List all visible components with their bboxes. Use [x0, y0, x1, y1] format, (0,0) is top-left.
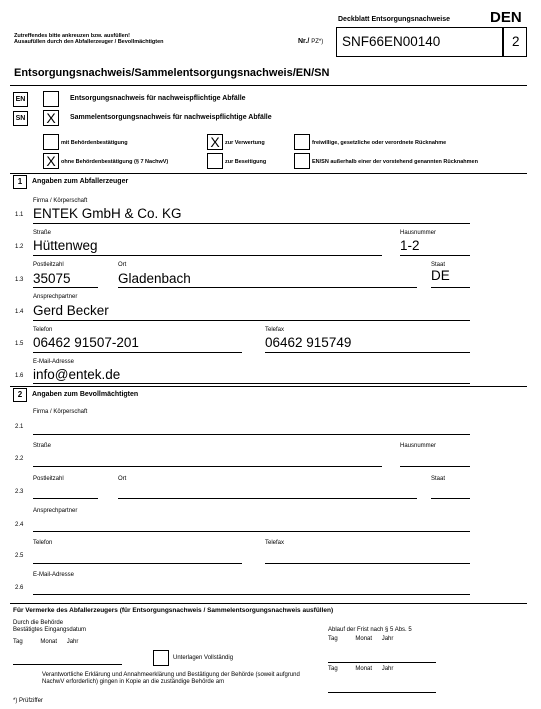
option-label-ruecknahme: freiwillige, gesetzliche oder verordnete Rücknahme [312, 140, 447, 146]
house-number-value[interactable]: 1-2 [400, 238, 420, 253]
options-divider [10, 173, 527, 174]
row-number: 1.6 [15, 373, 24, 379]
documents-complete-checkbox[interactable] [153, 650, 169, 666]
authority-block [13, 620, 86, 634]
deadline-date-field[interactable] [328, 662, 436, 663]
en-label: Entsorgungsnachweis für nachweispflichtige Abfälle [70, 95, 246, 102]
deadline-label: Ablauf der Frist nach § 5 Abs. 5 [328, 627, 412, 633]
country-underline [431, 287, 470, 288]
city-label: Ort [118, 262, 127, 268]
s2-phone-field[interactable] [33, 563, 242, 564]
confirmed-date-text: Bestätigtes Eingangsdatum [13, 627, 87, 634]
s2-contact-label: Ansprechpartner [33, 508, 78, 514]
row-number: 2.1 [15, 424, 24, 430]
fax-value[interactable]: 06462 915749 [265, 335, 352, 350]
instruction-line-1: Zutreffendes bitte ankreuzen bzw. ausfüllen! [14, 33, 130, 39]
row-number: 2.5 [15, 553, 24, 559]
firm-value[interactable]: ENTEK GmbH & Co. KG [33, 206, 182, 221]
fax-label: Telefax [265, 327, 285, 333]
row-number: 2.4 [15, 522, 24, 528]
option-label-behoerde-mit: mit Behördenbestätigung [61, 140, 128, 146]
option-checkbox-ruecknahme[interactable] [294, 134, 310, 150]
house-number-underline [400, 255, 470, 256]
instruction-text [14, 33, 164, 46]
option-label-behoerde-ohne: ohne Behördenbestätigung (§ 7 NachwV) [61, 159, 169, 165]
date-labels-deadline [328, 636, 393, 643]
check-digit-box[interactable] [503, 27, 527, 57]
documents-complete-label: Unterlagen Vollständig [173, 655, 234, 661]
s2-firm-field[interactable] [33, 434, 470, 435]
country-value[interactable]: DE [431, 268, 450, 283]
number-box[interactable] [336, 27, 503, 57]
city-value[interactable]: Gladenbach [118, 271, 191, 286]
street-label: Straße [33, 230, 52, 236]
cover-label: Deckblatt Entsorgungsnachweise [338, 16, 451, 23]
contact-label: Ansprechpartner [33, 294, 78, 300]
en-code-box: EN [13, 92, 28, 107]
option-checkbox-beseitigung[interactable] [207, 153, 223, 169]
page-title: Entsorgungsnachweis/Sammelentsorgungsnachweis/EN/SN [14, 67, 330, 79]
pz-text: PZ*) [311, 39, 324, 45]
firm-underline [33, 223, 470, 224]
street-value[interactable]: Hüttenweg [33, 238, 98, 253]
row-number: 2.6 [15, 585, 24, 591]
year-label: Jahr [381, 636, 394, 642]
s2-city-field[interactable] [118, 498, 417, 499]
section-1-divider [10, 386, 527, 387]
option-checkbox-behoerde-ohne[interactable]: X [43, 153, 59, 169]
day-label: Tag [328, 666, 338, 672]
s2-zip-field[interactable] [33, 498, 98, 499]
s2-email-label: E-Mail-Adresse [33, 572, 75, 578]
option-checkbox-verwertung[interactable]: X [207, 134, 223, 150]
row-number: 1.3 [15, 277, 24, 283]
s2-email-field[interactable] [33, 594, 470, 595]
s2-fax-label: Telefax [265, 540, 285, 546]
s2-country-label: Staat [431, 476, 446, 482]
zip-underline [33, 287, 98, 288]
email-value[interactable]: info@entek.de [33, 367, 121, 382]
phone-value[interactable]: 06462 91507-201 [33, 335, 139, 350]
s2-house-field[interactable] [400, 466, 470, 467]
copy-date-field[interactable] [328, 692, 436, 693]
contact-underline [33, 320, 470, 321]
email-label: E-Mail-Adresse [33, 359, 75, 365]
country-label: Staat [431, 262, 446, 268]
option-label-beseitigung: zur Beseitigung [225, 159, 267, 165]
row-number: 2.2 [15, 456, 24, 462]
house-number-label: Hausnummer [400, 230, 437, 236]
nr-label [298, 38, 323, 45]
phone-underline [33, 352, 242, 353]
row-number: 1.2 [15, 244, 24, 250]
check-digit: 2 [512, 34, 520, 49]
option-checkbox-ausserhalb[interactable] [294, 153, 310, 169]
nr-text: Nr./ [298, 38, 310, 45]
option-label-ausserhalb: EN/SN außerhalb einer der vorstehend genannten Rücknahmen [312, 159, 478, 165]
by-authority-text: Durch die Behörde [13, 620, 64, 626]
street-underline [33, 255, 382, 256]
row-number: 1.1 [15, 212, 24, 218]
section-1-number: 1 [13, 175, 27, 189]
sn-label: Sammelentsorgungsnachweis für nachweispflichtige Abfälle [70, 114, 272, 121]
firm-label: Firma / Körperschaft [33, 198, 88, 204]
month-label: Monat [40, 639, 58, 645]
s2-city-label: Ort [118, 476, 127, 482]
s2-street-field[interactable] [33, 466, 382, 467]
s2-phone-label: Telefon [33, 540, 53, 546]
section-2-number: 2 [13, 388, 27, 402]
city-underline [118, 287, 417, 288]
section-1-title: Angaben zum Abfallerzeuger [32, 178, 129, 185]
sn-code-box: SN [13, 111, 28, 126]
s2-firm-label: Firma / Körperschaft [33, 409, 88, 415]
option-label-verwertung: zur Verwertung [225, 140, 265, 146]
sn-checkbox[interactable]: X [43, 110, 59, 126]
row-number: 2.3 [15, 489, 24, 495]
section-2-divider [10, 603, 527, 604]
date-labels-left [13, 639, 78, 646]
s2-street-label: Straße [33, 443, 52, 449]
contact-value[interactable]: Gerd Becker [33, 303, 109, 318]
month-label: Monat [355, 666, 373, 672]
s2-contact-field[interactable] [33, 531, 470, 532]
nachweis-number: SNF66EN00140 [342, 34, 441, 49]
zip-value[interactable]: 35075 [33, 271, 71, 286]
footer-title: Für Vermerke des Abfallerzeugers (für Entsorgungsnachweis / Sammelentsorgungsnachweis ausfüllen) [13, 607, 334, 614]
day-label: Tag [13, 639, 23, 645]
footnote: *) Prüfziffer [13, 698, 43, 704]
email-underline [33, 383, 470, 384]
s2-house-label: Hausnummer [400, 443, 437, 449]
s2-zip-label: Postleitzahl [33, 476, 64, 482]
month-label: Monat [355, 636, 373, 642]
title-divider [10, 85, 527, 86]
option-checkbox-behoerde-mit[interactable] [43, 134, 59, 150]
phone-label: Telefon [33, 327, 53, 333]
confirmed-date-field[interactable] [13, 664, 122, 665]
fax-underline [265, 352, 470, 353]
date-labels-copy [328, 666, 393, 673]
day-label: Tag [328, 636, 338, 642]
declaration-text: Verantwortliche Erklärung und Annahmeerklärung und Bestätigung der Behörde (soweit aufgrund NachwV erforderlich) gingen in Kopie an die zuständige Behörde am [42, 672, 300, 686]
s2-fax-field[interactable] [265, 563, 470, 564]
s2-country-field[interactable] [431, 498, 470, 499]
row-number: 1.4 [15, 309, 24, 315]
instruction-line-2: Ausaufüllen durch den Abfallerzeuger / Bevollmächtigten [14, 39, 164, 46]
year-label: Jahr [381, 666, 394, 672]
den-label: DEN [490, 9, 522, 26]
year-label: Jahr [66, 639, 79, 645]
row-number: 1.5 [15, 341, 24, 347]
section-2-title: Angaben zum Bevollmächtigten [32, 391, 139, 398]
en-checkbox[interactable] [43, 91, 59, 107]
zip-label: Postleitzahl [33, 262, 64, 268]
